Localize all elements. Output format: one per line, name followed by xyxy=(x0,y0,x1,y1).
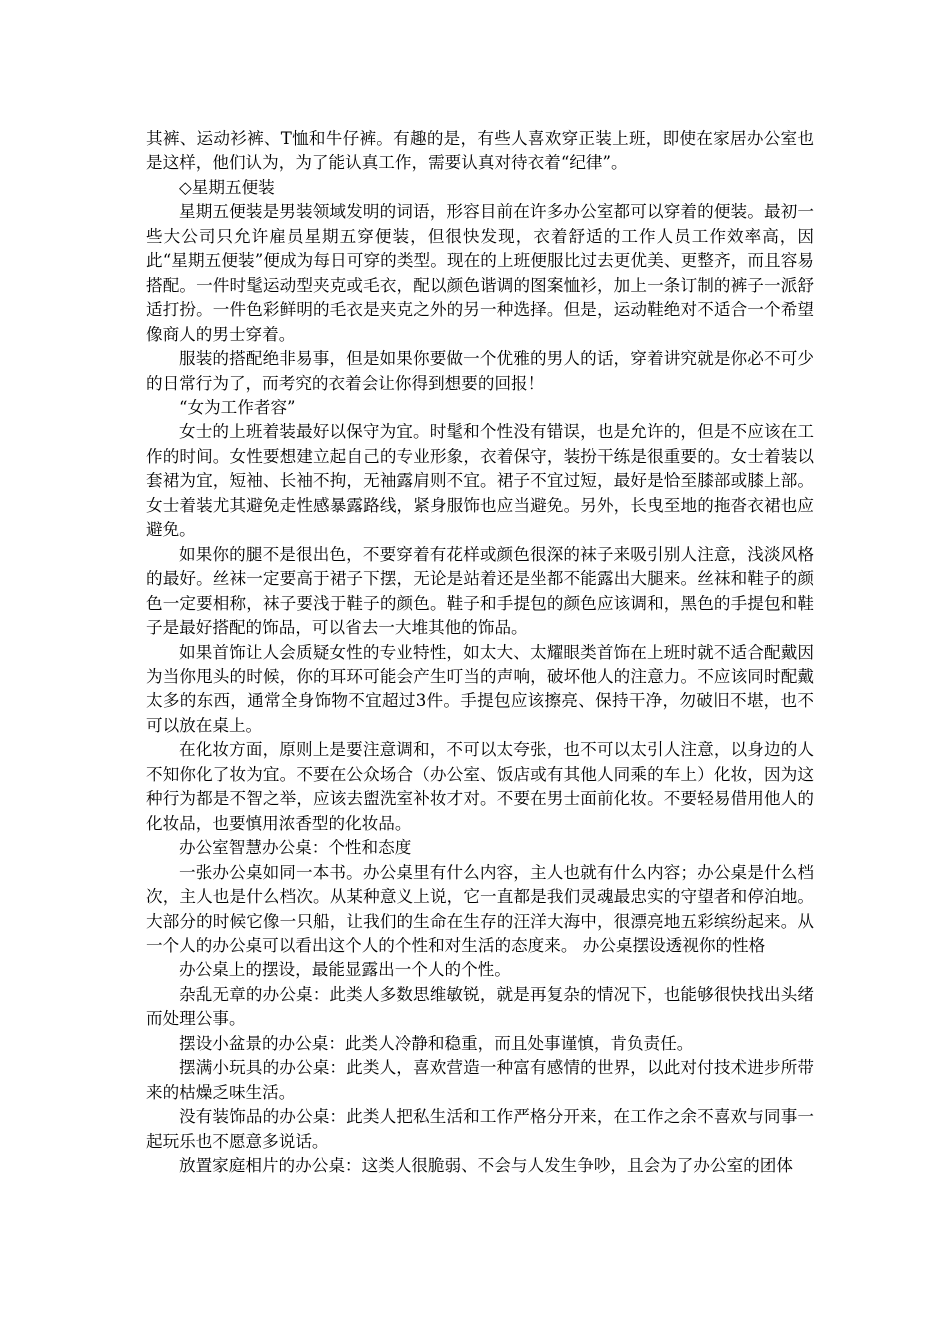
paragraph-11: 摆设小盆景的办公桌：此类人冷静和稳重，而且处事谨慎，肯负责任。 xyxy=(179,1033,694,1053)
paragraph-2: 星期五便装是男装领域发明的词语，形容目前在许多办公室都可以穿着的便装。最初一些大公司只允许雇员星期五穿便装，但很快发现，衣着舒适的工作人员工作效率高，因此“星期五便装”便成为每日可穿的类型。现在的上班便服比过去更优美、更整齐，而且容易搭配。一件时髦运动型夹克或毛衣，配以颜色谐调的图案恤衫，加上一条订制的裤子一派舒适打扮。一件色彩鲜明的毛衣是夹克之外的另一种选择。但是，运动鞋绝对不适合一个希望像商人的男士穿着。 xyxy=(146,202,814,344)
paragraph-4: 女士的上班着装最好以保守为宜。时髦和个性没有错误，也是允许的，但是不应该在工作的时间。女性要想建立起自己的专业形象，衣着保守，装扮干练是很重要的。女士着装以套裙为宜，短袖、长袖不拘，无袖露肩则不宜。裙子不宜过短，最好是恰至膝部或膝上部。女士着装尤其避免走性感暴露路线，紧身服饰也应当避免。另外，长曳至地的拖沓衣裙也应避免。 xyxy=(146,422,814,540)
paragraph-10: 杂乱无章的办公桌：此类人多数思维敏锐，就是再复杂的情况下，也能够很快找出头绪而处理公事。 xyxy=(146,984,814,1029)
paragraph-12: 摆满小玩具的办公桌：此类人，喜欢营造一种富有感情的世界，以此对付技术进步所带来的枯燥乏味生活。 xyxy=(146,1058,814,1102)
paragraph-8: 一张办公桌如同一本书。办公桌里有什么内容，主人也就有什么内容；办公桌是什么档次，主人也是什么档次。从某种意义上说，它一直都是我们灵魂最忠实的守望者和停泊地。大部分的时候它像一只船，让我们的生命在生存的汪洋大海中，很漂亮地五彩缤纷起来。从一个人的办公桌可以看出这个人的个性和对生活的态度来。 办公桌摆设透视你的性格 xyxy=(146,862,814,955)
paragraph-5: 如果你的腿不是很出色，不要穿着有花样或颜色很深的袜子来吸引别人注意，浅淡风格的最好。丝袜一定要高于裙子下摆，无论是站着还是坐都不能露出大腿来。丝袜和鞋子的颜色一定要相称，袜子要浅于鞋子的颜色。鞋子和手提包的颜色应该调和，黑色的手提包和鞋子是最好搭配的饰品，可以省去一大堆其他的饰品。 xyxy=(146,544,814,638)
paragraph-13: 没有装饰品的办公桌：此类人把私生活和工作严格分开来，在工作之余不喜欢与同事一起玩乐也不愿意多说话。 xyxy=(146,1107,814,1151)
paragraph-14: 放置家庭相片的办公桌：这类人很脆弱、不会与人发生争吵，且会为了办公室的团体 xyxy=(179,1156,793,1176)
section-heading-women: “女为工作者容” xyxy=(179,397,296,417)
paragraph-6: 如果首饰让人会质疑女性的专业特性，如太大、太耀眼类首饰在上班时就不适合配戴因为当你甩头的时候，你的耳环可能会产生叮当的声响，破坏他人的注意力。不应该同时配戴太多的东西，通常全身饰物不宜超过3件。手提包应该擦亮、保持干净，勿破旧不堪，也不可以放在桌上。 xyxy=(146,642,814,735)
paragraph-1: 其裤、运动衫裤、T恤和牛仔裤。有趣的是，有些人喜欢穿正装上班，即使在家居办公室也是这样，他们认为，为了能认真工作，需要认真对待衣着“纪律”。 xyxy=(146,129,814,173)
document-page xyxy=(146,127,814,1178)
paragraph-9: 办公桌上的摆设，最能显露出一个人的个性。 xyxy=(179,960,511,980)
paragraph-7: 在化妆方面，原则上是要注意调和，不可以太夸张，也不可以太引人注意，以身边的人不知你化了妆为宜。不要在公众场合（办公室、饭店或有其他人同乘的车上）化妆，因为这种行为都是不智之举，应该去盥洗室补妆才对。不要在男士面前化妆。不要轻易借用他人的化妆品，也要慎用浓香型的化妆品。 xyxy=(146,740,814,833)
section-heading-desk: 办公室智慧办公桌：个性和态度 xyxy=(179,838,412,858)
paragraph-3: 服装的搭配绝非易事，但是如果你要做一个优雅的男人的话，穿着讲究就是你必不可少的日常行为了，而考究的衣着会让你得到想要的回报！ xyxy=(146,349,814,393)
section-heading-friday-casual: ◇星期五便装 xyxy=(179,177,275,197)
